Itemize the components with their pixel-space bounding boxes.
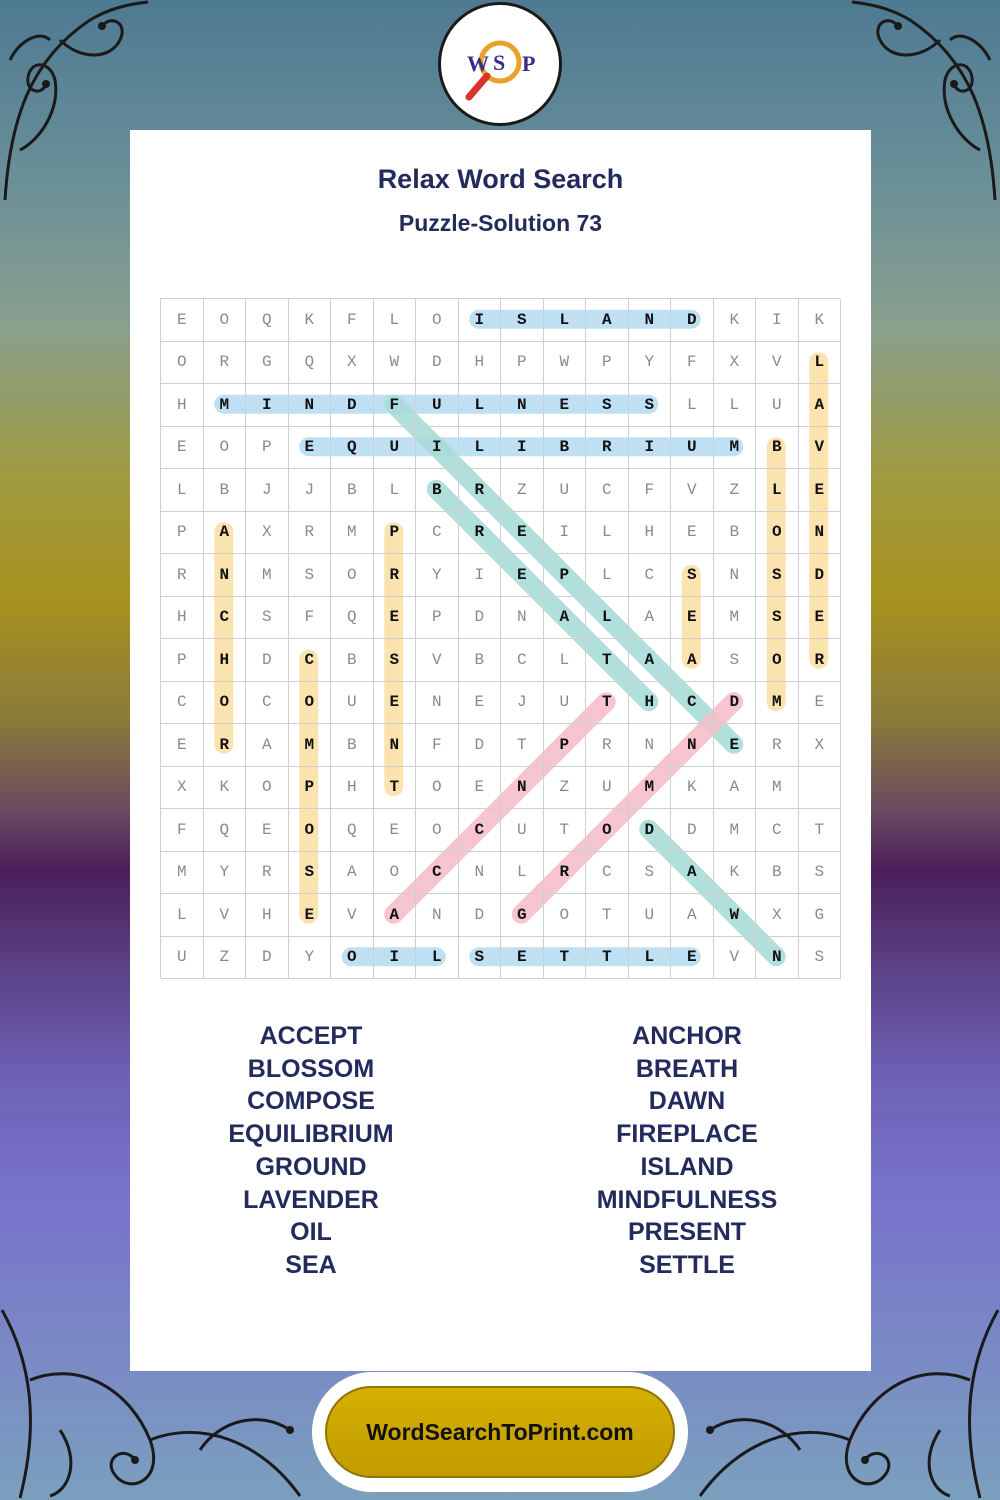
grid-cell: B: [331, 724, 374, 767]
grid-cell: V: [799, 427, 842, 470]
grid-cell: U: [629, 894, 672, 937]
grid-cell: O: [416, 299, 459, 342]
grid-cell: P: [161, 512, 204, 555]
grid-cell: M: [331, 512, 374, 555]
word-list-item: COMPOSE: [247, 1087, 375, 1116]
grid-cell: E: [714, 724, 757, 767]
grid-cell: B: [756, 852, 799, 895]
word-list-item: ACCEPT: [259, 1022, 363, 1050]
grid-cell: L: [161, 894, 204, 937]
grid-cell: L: [544, 639, 587, 682]
grid-cell: C: [161, 682, 204, 725]
grid-cell: P: [374, 512, 417, 555]
grid-cell: X: [331, 342, 374, 385]
grid-cell: L: [586, 512, 629, 555]
grid-cell: T: [544, 809, 587, 852]
grid-cell: C: [416, 512, 459, 555]
word-list-item: EQUILIBRIUM: [228, 1120, 394, 1149]
grid-cell: Z: [204, 937, 247, 980]
grid-cell: T: [586, 937, 629, 980]
grid-cell: V: [671, 469, 714, 512]
logo-letter-s: S: [493, 50, 506, 75]
grid-cell: U: [374, 427, 417, 470]
grid-cell: N: [714, 554, 757, 597]
grid-cell: C: [671, 682, 714, 725]
grid-cell: H: [629, 682, 672, 725]
grid-cell: M: [161, 852, 204, 895]
grid-cell: F: [289, 597, 332, 640]
grid-cell: P: [289, 767, 332, 810]
grid-cell: P: [544, 724, 587, 767]
grid-cell: E: [799, 682, 842, 725]
grid-cell: U: [544, 682, 587, 725]
word-list-left: [126, 1020, 496, 1282]
grid-cell: W: [374, 342, 417, 385]
grid-cell: V: [714, 937, 757, 980]
grid-cell: T: [501, 724, 544, 767]
grid-cell: L: [544, 299, 587, 342]
grid-cell: F: [374, 384, 417, 427]
grid-cell: S: [629, 852, 672, 895]
grid-cell: O: [204, 299, 247, 342]
site-link[interactable]: WordSearchToPrint.com: [325, 1386, 675, 1478]
grid-cell: E: [161, 724, 204, 767]
grid-cell: C: [289, 639, 332, 682]
grid-cell: N: [756, 937, 799, 980]
grid-cell: S: [289, 852, 332, 895]
grid-cell: J: [246, 469, 289, 512]
grid-cell: M: [629, 767, 672, 810]
grid-cell: E: [246, 809, 289, 852]
grid-cell: L: [501, 852, 544, 895]
puzzle-card: [130, 130, 871, 1371]
grid-cell: H: [459, 342, 502, 385]
grid-cell: E: [289, 427, 332, 470]
grid-cell: Y: [289, 937, 332, 980]
word-list-right: [502, 1020, 872, 1282]
grid-cell: R: [756, 724, 799, 767]
grid-cell: Y: [416, 554, 459, 597]
grid-cell: U: [331, 682, 374, 725]
grid-cell: N: [799, 512, 842, 555]
grid-cell: A: [586, 299, 629, 342]
grid-cell: A: [544, 597, 587, 640]
grid-cell: I: [629, 427, 672, 470]
grid-cell: I: [246, 384, 289, 427]
grid-cell: J: [289, 469, 332, 512]
grid-cell: F: [161, 809, 204, 852]
grid-cell: Z: [544, 767, 587, 810]
grid-cell: P: [416, 597, 459, 640]
grid-cell: M: [246, 554, 289, 597]
grid-cell: V: [204, 894, 247, 937]
grid-cell: B: [756, 427, 799, 470]
grid-cell: L: [459, 384, 502, 427]
grid-cell: L: [459, 427, 502, 470]
grid-cell: V: [756, 342, 799, 385]
grid-cell: D: [246, 639, 289, 682]
grid-cell: C: [586, 469, 629, 512]
grid-cell: N: [501, 767, 544, 810]
word-list-item: DAWN: [648, 1087, 726, 1116]
grid-cell: X: [799, 724, 842, 767]
grid-cell: E: [374, 809, 417, 852]
letter-grid: [160, 298, 840, 978]
grid-cell: X: [714, 342, 757, 385]
page-title: Relax Word Search: [377, 164, 624, 194]
grid-cell: M: [756, 682, 799, 725]
word-list-item: BLOSSOM: [247, 1054, 375, 1083]
grid-cell: C: [416, 852, 459, 895]
grid-cell: E: [161, 427, 204, 470]
grid-cell: L: [586, 554, 629, 597]
grid-cell: U: [416, 384, 459, 427]
grid-cell: U: [501, 809, 544, 852]
grid-cell: D: [671, 299, 714, 342]
grid-cell: E: [671, 512, 714, 555]
grid-cell: E: [161, 299, 204, 342]
grid-cell: O: [331, 554, 374, 597]
grid-cell: E: [799, 469, 842, 512]
grid-cell: K: [714, 852, 757, 895]
grid-cell: E: [501, 554, 544, 597]
grid-cell: K: [671, 767, 714, 810]
grid-cell: H: [246, 894, 289, 937]
grid-cell: W: [714, 894, 757, 937]
grid-cell: S: [629, 384, 672, 427]
grid-cell: S: [756, 554, 799, 597]
grid-cell: V: [416, 639, 459, 682]
grid-cell: X: [161, 767, 204, 810]
grid-cell: [799, 767, 842, 810]
ornament-top-right: [850, 0, 1000, 210]
grid-cell: M: [714, 427, 757, 470]
grid-cell: E: [799, 597, 842, 640]
grid-cell: N: [416, 682, 459, 725]
grid-cell: P: [246, 427, 289, 470]
grid-cell: R: [586, 427, 629, 470]
word-list-item: PRESENT: [627, 1218, 747, 1247]
grid-cell: Q: [331, 427, 374, 470]
grid-cell: S: [586, 384, 629, 427]
grid-cell: E: [544, 384, 587, 427]
grid-cell: E: [671, 937, 714, 980]
grid-cell: O: [544, 894, 587, 937]
grid-cell: T: [586, 639, 629, 682]
grid-cell: S: [756, 597, 799, 640]
grid-cell: A: [204, 512, 247, 555]
grid-cell: A: [331, 852, 374, 895]
grid-cell: R: [544, 852, 587, 895]
grid-cell: M: [714, 597, 757, 640]
grid-cell: R: [204, 342, 247, 385]
grid-cell: O: [204, 427, 247, 470]
grid-cell: D: [331, 384, 374, 427]
grid-cell: Z: [501, 469, 544, 512]
grid-cell: Q: [331, 597, 374, 640]
grid-cell: B: [544, 427, 587, 470]
grid-cell: N: [671, 724, 714, 767]
grid-cell: O: [331, 937, 374, 980]
grid-cell: A: [246, 724, 289, 767]
grid-cell: N: [501, 597, 544, 640]
grid-cell: E: [671, 597, 714, 640]
word-list-item: SEA: [285, 1250, 337, 1279]
grid-cell: L: [671, 384, 714, 427]
grid-cell: O: [289, 809, 332, 852]
grid-cell: T: [374, 767, 417, 810]
grid-cell: R: [586, 724, 629, 767]
word-list-item: OIL: [290, 1218, 332, 1247]
grid-cell: I: [501, 427, 544, 470]
grid-cell: M: [714, 809, 757, 852]
grid-cell: B: [416, 469, 459, 512]
grid-cell: P: [161, 639, 204, 682]
word-list-item: MINDFULNESS: [596, 1185, 778, 1214]
grid-cell: R: [459, 469, 502, 512]
site-logo[interactable]: [438, 2, 562, 126]
grid-cell: I: [374, 937, 417, 980]
grid-cell: W: [544, 342, 587, 385]
grid-cell: B: [331, 469, 374, 512]
grid-cell: A: [629, 639, 672, 682]
grid-cell: M: [756, 767, 799, 810]
grid-cell: C: [756, 809, 799, 852]
grid-cell: I: [416, 427, 459, 470]
word-list-item: FIREPLACE: [616, 1120, 758, 1149]
grid-cell: L: [586, 597, 629, 640]
grid-cell: A: [671, 894, 714, 937]
grid-cell: B: [459, 639, 502, 682]
grid-cell: S: [246, 597, 289, 640]
word-search-grid: [160, 298, 840, 978]
grid-cell: N: [204, 554, 247, 597]
grid-cell: A: [629, 597, 672, 640]
grid-cell: U: [756, 384, 799, 427]
grid-cell: H: [331, 767, 374, 810]
logo-letter-p: P: [522, 51, 536, 76]
grid-cell: D: [714, 682, 757, 725]
grid-cell: Q: [246, 299, 289, 342]
grid-cell: E: [501, 512, 544, 555]
grid-cell: Z: [714, 469, 757, 512]
grid-cell: G: [501, 894, 544, 937]
grid-cell: U: [671, 427, 714, 470]
grid-cell: F: [416, 724, 459, 767]
grid-cell: G: [799, 894, 842, 937]
grid-cell: S: [799, 852, 842, 895]
grid-cell: M: [204, 384, 247, 427]
grid-cell: B: [714, 512, 757, 555]
grid-cell: F: [331, 299, 374, 342]
grid-cell: L: [161, 469, 204, 512]
grid-cell: A: [374, 894, 417, 937]
grid-cell: Q: [289, 342, 332, 385]
grid-cell: I: [756, 299, 799, 342]
grid-cell: N: [416, 894, 459, 937]
grid-cell: I: [459, 299, 502, 342]
grid-cell: V: [331, 894, 374, 937]
grid-cell: E: [459, 767, 502, 810]
grid-cell: Q: [204, 809, 247, 852]
grid-cell: U: [544, 469, 587, 512]
grid-cell: X: [246, 512, 289, 555]
grid-cell: N: [289, 384, 332, 427]
word-list-item: SETTLE: [639, 1250, 735, 1279]
grid-cell: T: [544, 937, 587, 980]
logo-letter-w: W: [467, 51, 489, 76]
grid-cell: L: [374, 469, 417, 512]
grid-cell: D: [459, 597, 502, 640]
grid-cell: U: [161, 937, 204, 980]
grid-cell: R: [799, 639, 842, 682]
grid-cell: R: [204, 724, 247, 767]
grid-cell: E: [501, 937, 544, 980]
grid-cell: D: [629, 809, 672, 852]
grid-cell: S: [501, 299, 544, 342]
grid-cell: O: [289, 682, 332, 725]
grid-cell: H: [161, 384, 204, 427]
grid-cell: L: [416, 937, 459, 980]
grid-cell: E: [374, 597, 417, 640]
grid-cell: K: [799, 299, 842, 342]
grid-cell: I: [544, 512, 587, 555]
grid-cell: Y: [204, 852, 247, 895]
grid-cell: D: [799, 554, 842, 597]
word-list-item: GROUND: [255, 1152, 367, 1181]
grid-cell: N: [629, 724, 672, 767]
grid-cell: P: [501, 342, 544, 385]
grid-cell: O: [416, 809, 459, 852]
grid-cell: F: [671, 342, 714, 385]
grid-cell: H: [204, 639, 247, 682]
grid-cell: D: [459, 724, 502, 767]
grid-cell: C: [501, 639, 544, 682]
grid-cell: I: [459, 554, 502, 597]
grid-cell: E: [459, 682, 502, 725]
grid-cell: S: [799, 937, 842, 980]
grid-cell: O: [246, 767, 289, 810]
grid-cell: R: [246, 852, 289, 895]
grid-cell: C: [459, 809, 502, 852]
grid-cell: A: [799, 384, 842, 427]
grid-cell: N: [501, 384, 544, 427]
grid-cell: O: [204, 682, 247, 725]
grid-cell: K: [714, 299, 757, 342]
grid-cell: S: [289, 554, 332, 597]
grid-cell: B: [204, 469, 247, 512]
grid-cell: L: [756, 469, 799, 512]
grid-cell: C: [246, 682, 289, 725]
grid-cell: A: [671, 852, 714, 895]
grid-cell: S: [459, 937, 502, 980]
grid-cell: D: [416, 342, 459, 385]
grid-cell: R: [374, 554, 417, 597]
grid-cell: H: [629, 512, 672, 555]
grid-cell: L: [714, 384, 757, 427]
magnifier-icon: [441, 5, 559, 123]
grid-cell: R: [161, 554, 204, 597]
grid-cell: S: [374, 639, 417, 682]
grid-cell: O: [756, 512, 799, 555]
grid-cell: L: [374, 299, 417, 342]
grid-cell: C: [586, 852, 629, 895]
grid-cell: O: [756, 639, 799, 682]
grid-cell: T: [799, 809, 842, 852]
grid-cell: M: [289, 724, 332, 767]
grid-cell: R: [459, 512, 502, 555]
grid-cell: G: [246, 342, 289, 385]
page-subtitle: Puzzle-Solution 73: [398, 210, 603, 236]
grid-cell: C: [204, 597, 247, 640]
grid-cell: O: [416, 767, 459, 810]
word-list-item: LAVENDER: [243, 1185, 379, 1214]
grid-cell: S: [714, 639, 757, 682]
grid-cell: P: [544, 554, 587, 597]
grid-cell: X: [756, 894, 799, 937]
grid-cell: D: [246, 937, 289, 980]
grid-cell: N: [374, 724, 417, 767]
grid-cell: L: [629, 937, 672, 980]
grid-cell: A: [714, 767, 757, 810]
grid-cell: K: [289, 299, 332, 342]
grid-cell: K: [204, 767, 247, 810]
grid-cell: T: [586, 894, 629, 937]
grid-cell: R: [289, 512, 332, 555]
grid-cell: S: [671, 554, 714, 597]
grid-cell: E: [374, 682, 417, 725]
grid-cell: O: [586, 809, 629, 852]
footer-banner: [312, 1372, 688, 1492]
grid-cell: L: [799, 342, 842, 385]
ornament-top-left: [0, 0, 150, 210]
grid-cell: N: [459, 852, 502, 895]
grid-cell: E: [289, 894, 332, 937]
grid-cell: H: [161, 597, 204, 640]
grid-cell: T: [586, 682, 629, 725]
grid-cell: F: [629, 469, 672, 512]
grid-cell: D: [459, 894, 502, 937]
grid-cell: Y: [629, 342, 672, 385]
grid-cell: A: [671, 639, 714, 682]
grid-cell: N: [629, 299, 672, 342]
grid-cell: J: [501, 682, 544, 725]
grid-cell: P: [586, 342, 629, 385]
grid-cell: Q: [331, 809, 374, 852]
word-list-item: ISLAND: [640, 1152, 734, 1181]
grid-cell: C: [629, 554, 672, 597]
grid-cell: D: [671, 809, 714, 852]
word-list-item: ANCHOR: [632, 1022, 742, 1050]
grid-cell: B: [331, 639, 374, 682]
grid-cell: U: [586, 767, 629, 810]
word-list-item: BREATH: [635, 1054, 739, 1083]
grid-cell: O: [161, 342, 204, 385]
grid-cell: O: [374, 852, 417, 895]
